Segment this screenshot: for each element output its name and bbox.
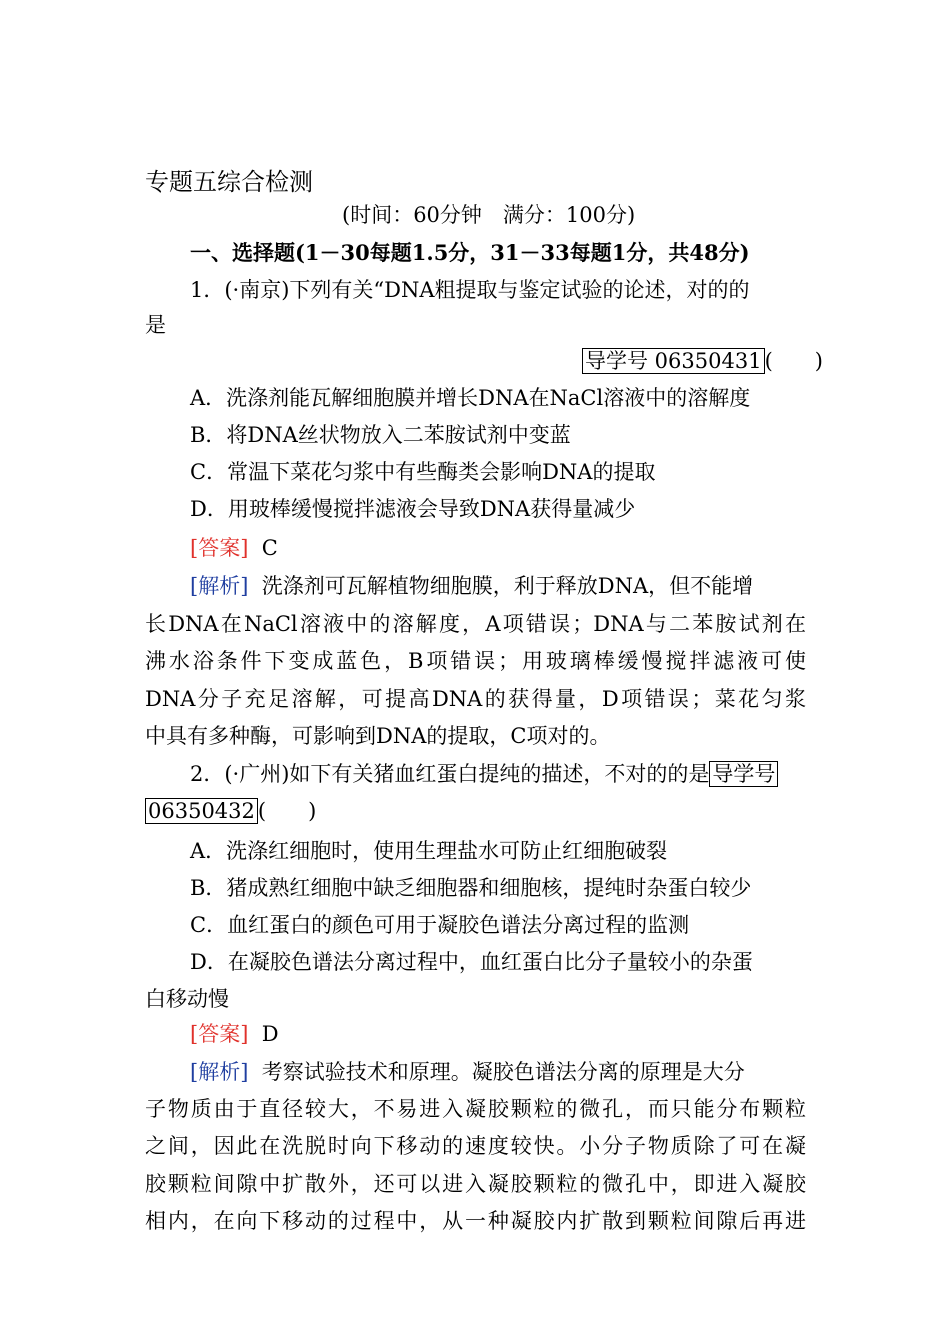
q2-option-a: A．洗涤红细胞时，使用生理盐水可防止红细胞破裂 — [190, 839, 668, 863]
page-title: 专题五综合检测 — [145, 168, 313, 196]
q1-analysis-line3: 沸水浴条件下变成蓝色，B项错误；用玻璃棒缓慢搅拌滤液可使 — [145, 649, 806, 673]
q1-analysis-row1 — [190, 572, 753, 600]
q1-guide-number: 导学号 06350431 — [582, 348, 765, 374]
q2-answer-value: D — [261, 1022, 279, 1046]
q2-analysis-line3: 之间，因此在洗脱时向下移动的速度较快。小分子物质除了可在凝 — [145, 1134, 806, 1158]
q1-answer-value: C — [261, 536, 278, 560]
q1-option-a: A．洗涤剂能瓦解细胞膜并增长DNA在NaCl溶液中的溶解度 — [190, 386, 751, 410]
q2-answer-row — [190, 1020, 279, 1048]
q2-stem-line1 — [190, 760, 778, 788]
q1-stem-line1: 1．(·南京)下列有关“DNA粗提取与鉴定试验的论述，对的的 — [190, 278, 750, 302]
q1-analysis-tag: [解析] — [190, 574, 249, 598]
q2-analysis-line2: 子物质由于直径较大，不易进入凝胶颗粒的微孔，而只能分布颗粒 — [145, 1097, 806, 1121]
q2-option-c: C．血红蛋白的颜色可用于凝胶色谱法分离过程的监测 — [190, 913, 690, 937]
section-heading: 一、选择题(1－30每题1.5分，31－33每题1分，共48分) — [190, 240, 750, 265]
q2-analysis-line4: 胶颗粒间隙中扩散外，还可以进入凝胶颗粒的微孔中，即进入凝胶 — [145, 1172, 806, 1196]
q2-option-d-line1: D．在凝胶色谱法分离过程中，血红蛋白比分子量较小的杂蛋 — [190, 950, 753, 974]
q2-analysis-line1: 考察试验技术和原理。凝胶色谱法分离的原理是大分 — [261, 1060, 745, 1084]
q1-analysis-line4: DNA分子充足溶解，可提高DNA的获得量，D项错误；菜花匀浆 — [145, 687, 806, 711]
q1-analysis-line1: 洗涤剂可瓦解植物细胞膜，利于释放DNA，但不能增 — [261, 574, 754, 598]
q2-guide-number: 06350432 — [145, 798, 258, 824]
q2-analysis-line5: 相内，在向下移动的过程中，从一种凝胶内扩散到颗粒间隙后再进 — [145, 1209, 806, 1233]
q1-option-b: B．将DNA丝状物放入二苯胺试剂中变蓝 — [190, 423, 571, 447]
q2-guide-label: 导学号 — [709, 761, 778, 787]
q1-answer-paren: ( ) — [764, 349, 823, 373]
q1-analysis-line2: 长DNA在NaCl溶液中的溶解度，A项错误；DNA与二苯胺试剂在 — [145, 612, 806, 636]
q2-option-b: B．猪成熟红细胞中缺乏细胞器和细胞核，提纯时杂蛋白较少 — [190, 876, 752, 900]
q1-guide-row — [582, 347, 823, 375]
q2-guide-row — [145, 797, 316, 825]
q1-option-d: D．用玻棒缓慢搅拌滤液会导致DNA获得量减少 — [190, 497, 636, 521]
q2-option-d-line2: 白移动慢 — [145, 987, 229, 1011]
q1-stem-line2: 是 — [145, 313, 166, 337]
q1-answer-row — [190, 534, 278, 562]
q1-option-c: C．常温下菜花匀浆中有些酶类会影响DNA的提取 — [190, 460, 656, 484]
q1-answer-tag: [答案] — [190, 536, 249, 560]
q2-analysis-tag: [解析] — [190, 1060, 249, 1084]
exam-meta: (时间：60分钟 满分：100分) — [342, 203, 636, 227]
q2-analysis-row1 — [190, 1058, 745, 1086]
q2-stem-text: 2．(·广州)如下有关猪血红蛋白提纯的描述，不对的的是 — [190, 762, 710, 786]
q2-answer-paren: ( ) — [257, 799, 317, 823]
q2-answer-tag: [答案] — [190, 1022, 249, 1046]
q1-analysis-line5: 中具有多种酶，可影响到DNA的提取，C项对的。 — [145, 724, 611, 748]
